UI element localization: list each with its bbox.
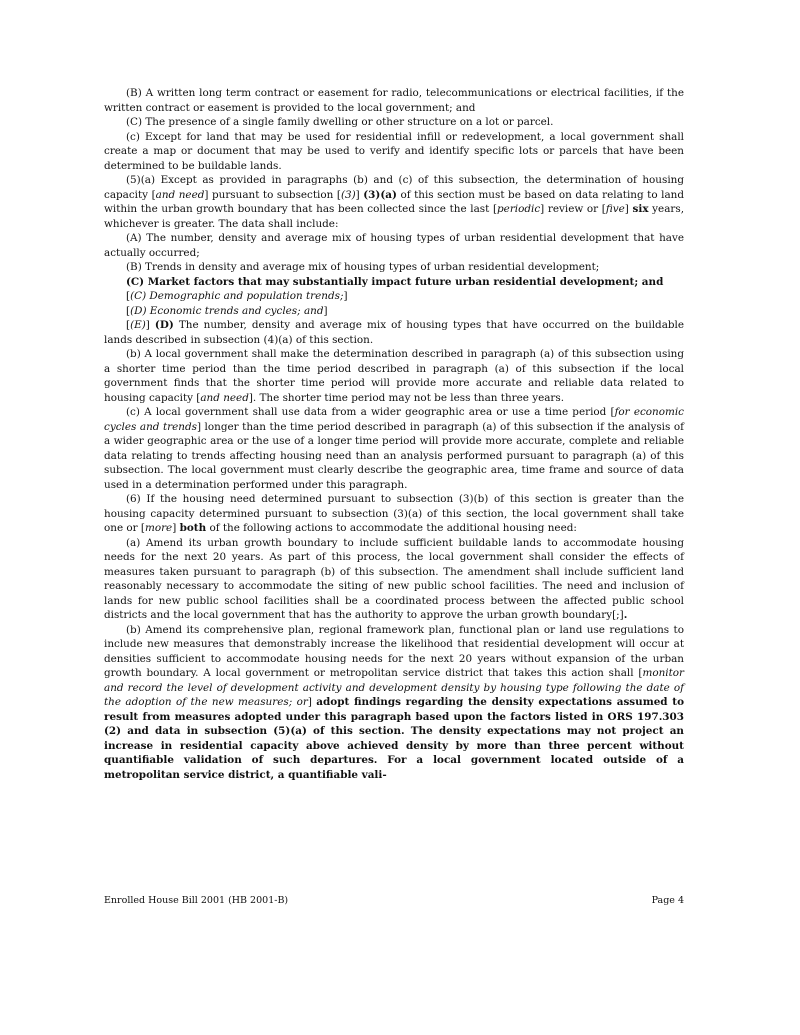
text-run: of the following actions to accommodate the additional housing need: bbox=[206, 522, 577, 534]
bold-text: (C) Market factors that may substantially impact future urban residential development; and bbox=[126, 275, 664, 288]
bold-text: (D) bbox=[154, 319, 174, 331]
italic-text: for economic cycles and trends bbox=[104, 406, 684, 433]
text-run: (B) A written long term contract or easement for radio, telecommunications or electrical facilities, if the written contract or easement is provided to the local government; and bbox=[104, 87, 684, 114]
italic-text: monitor and record the level of development activity and development density by housing type following the date of the adoption of the new measures; or bbox=[104, 667, 684, 708]
paragraph bbox=[104, 623, 684, 783]
bold-text: (3)(a) bbox=[363, 188, 397, 201]
text-run: (b) A local government shall make the determination described in paragraph (a) of this subsection using a shorter time period than the time period described in paragraph (a) of this subsection if the local government finds that the shorter time period will provide more accurate and reliable data related to housing capacity [ bbox=[104, 348, 684, 404]
italic-text: more bbox=[144, 522, 173, 534]
text-run: (a) Amend its urban growth boundary to include sufficient buildable lands to accommodate housing needs for the next 20 years. As part of this process, the local government shall consider the effects of measures taken pursuant to paragraph (b) of this subsection. The amendment shall include sufficient land reasonably necessary to accommodate the siting of new public school facilities. The need and inclusion of lands for new public school facilities shall be a coordinated process between the affected public school districts and the local government that has the authority to approve the urban growth boundary[;] bbox=[104, 536, 684, 621]
text-run: ] pursuant to subsection [ bbox=[204, 188, 341, 201]
paragraph bbox=[104, 347, 684, 405]
bold-text: adopt findings regarding the density expectations assumed to result from measures adopted under this paragraph based upon the factors listed in ORS 197.303 (2) and data in subsection (5)(a) of this section. The density expectations may not project an increase in residential capacity above achieved density by more than three percent without quantifiable validation of such departures. For a local government located outside of a metropolitan service district, a quantifiable vali- bbox=[104, 696, 685, 781]
italic-text: and need bbox=[155, 188, 205, 201]
paragraph bbox=[104, 405, 684, 492]
text-run: ] bbox=[323, 304, 328, 317]
italic-text: and need bbox=[200, 391, 249, 404]
text-run: (A) The number, density and average mix of housing types of urban residential development that have actually occurred; bbox=[104, 232, 684, 259]
text-run: ] bbox=[355, 188, 364, 201]
text-run: (6) If the housing need determined pursuant to subsection (3)(b) of this section is greater than the housing capacity determined pursuant to subsection (3)(a) of this section, the local government shall take one or [ bbox=[104, 493, 684, 534]
paragraph bbox=[104, 492, 684, 536]
text-run: ] bbox=[172, 522, 180, 534]
italic-text: (D) Economic trends and cycles; and bbox=[130, 304, 324, 317]
document-body bbox=[104, 86, 684, 782]
page-footer bbox=[104, 895, 684, 906]
text-run: [ bbox=[126, 304, 131, 317]
paragraph bbox=[104, 115, 684, 130]
text-run: of this section must be based on data relating to land within the urban growth boundary that has been collected since the last [ bbox=[104, 188, 685, 215]
text-run: ] longer than the time period described in paragraph (a) of this subsection if the analysis of a wider geographic area or the use of a longer time period will provide more accurate, complete and reliable data relating to trends affecting housing need than an analysis performed pursuant to paragraph (a) of this subsection. The local government must clearly describe the geographic area, time frame and source of data used in a determination performed under this paragraph. bbox=[104, 420, 684, 491]
italic-text: periodic bbox=[497, 203, 541, 215]
text-run: ] bbox=[145, 319, 155, 331]
footer-page-number: Page 4 bbox=[651, 895, 684, 906]
paragraph bbox=[104, 260, 684, 275]
paragraph bbox=[104, 304, 684, 319]
text-run: ] bbox=[307, 696, 317, 708]
text-run: (c) Except for land that may be used for residential infill or redevelopment, a local government shall create a map or document that may be used to verify and identify specific lots or parcels that have been determined to be buildable lands. bbox=[104, 130, 684, 172]
text-run: [ bbox=[126, 290, 131, 302]
paragraph bbox=[104, 318, 684, 347]
text-run: The number, density and average mix of housing types that have occurred on the buildable lands described in subsection (4)(a) of this section. bbox=[104, 319, 685, 346]
italic-text: (C) Demographic and population trends; bbox=[130, 290, 344, 302]
text-run: ] review or [ bbox=[540, 203, 606, 215]
text-run: ] bbox=[343, 290, 348, 302]
paragraph bbox=[104, 231, 684, 260]
italic-text: (E) bbox=[130, 319, 146, 331]
paragraph bbox=[104, 275, 684, 290]
paragraph bbox=[104, 86, 684, 115]
text-run: (C) The presence of a single family dwelling or other structure on a lot or parcel. bbox=[126, 116, 554, 128]
text-run: ]. The shorter time period may not be less than three years. bbox=[248, 391, 565, 404]
bold-text: both bbox=[179, 522, 207, 534]
bold-text: . bbox=[623, 609, 628, 621]
paragraph bbox=[104, 536, 684, 623]
text-run: (B) Trends in density and average mix of housing types of urban residential development; bbox=[126, 261, 600, 273]
footer-bill-title: Enrolled House Bill 2001 (HB 2001-B) bbox=[104, 895, 289, 906]
paragraph bbox=[104, 289, 684, 304]
text-run: (c) A local government shall use data from a wider geographic area or use a time period [ bbox=[126, 406, 615, 418]
text-run: years, whichever is greater. The data shall include: bbox=[104, 203, 684, 230]
text-run: (5)(a) Except as provided in paragraphs (b) and (c) of this subsection, the determination of housing capacity [ bbox=[104, 174, 684, 201]
paragraph bbox=[104, 130, 684, 174]
paragraph bbox=[104, 173, 684, 231]
text-run: [ bbox=[126, 319, 131, 331]
italic-text: five bbox=[605, 203, 625, 215]
text-run: ] bbox=[624, 203, 633, 215]
italic-text: (3) bbox=[340, 188, 356, 201]
bold-text: six bbox=[632, 203, 649, 215]
text-run: (b) Amend its comprehensive plan, regional framework plan, functional plan or land use regulations to include new measures that demonstrably increase the likelihood that residential development will occur at densities sufficient to accommodate housing needs for the next 20 years without expansion of the urban growth boundary. A local government or metropolitan service district that takes this action shall [ bbox=[104, 623, 684, 679]
